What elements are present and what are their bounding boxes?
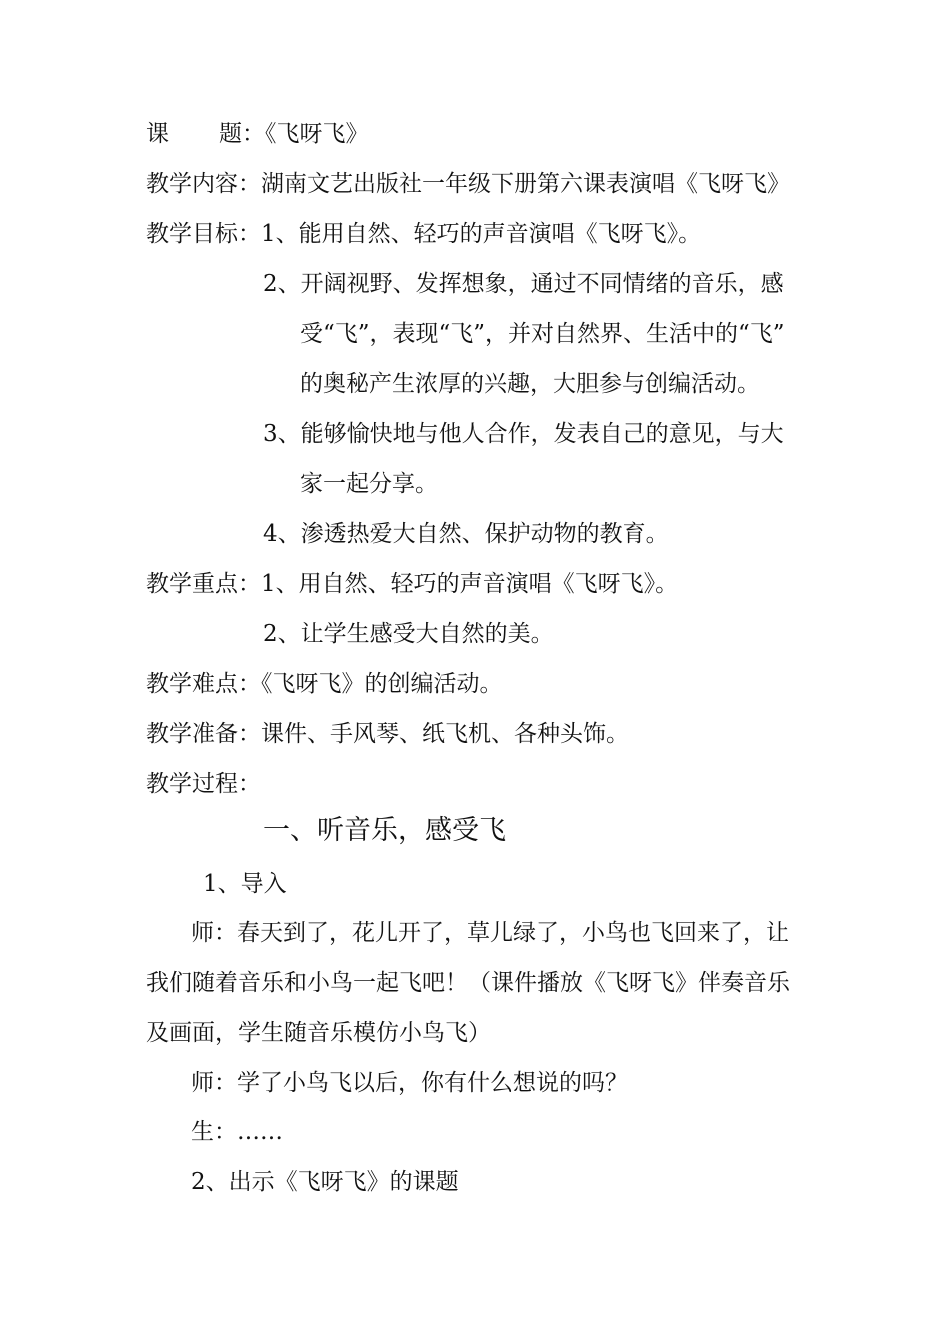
teacher-speech-1-line-3: 及画面，学生随音乐模仿小鸟飞） — [146, 1020, 491, 1046]
teaching-goal-3-line-2: 家一起分享。 — [300, 471, 438, 497]
key-point-1: 教学重点：1、用自然、轻巧的声音演唱《飞呀飞》。 — [146, 571, 679, 597]
teaching-goal-2-line-1: 2、开阔视野、发挥想象，通过不同情绪的音乐，感 — [263, 271, 784, 297]
topic-label-b: 题： — [219, 121, 265, 147]
teaching-goal-2-line-2: 受“飞”，表现“飞”，并对自然界、生活中的“飞” — [300, 321, 785, 347]
teacher-speech-1-line-2: 我们随着音乐和小鸟一起飞吧！（课件播放《飞呀飞》伴奏音乐 — [146, 970, 790, 996]
topic-line — [146, 119, 369, 149]
teacher-speech-1-line-1: 师：春天到了，花儿开了，草儿绿了，小鸟也飞回来了，让 — [191, 920, 789, 946]
step-2-title: 2、出示《飞呀飞》的课题 — [191, 1169, 459, 1195]
topic-label-a: 课 — [146, 121, 169, 147]
teaching-goal-3-line-1: 3、能够愉快地与他人合作，发表自己的意见，与大 — [263, 421, 784, 447]
teaching-goal-1: 教学目标：1、能用自然、轻巧的声音演唱《飞呀飞》。 — [146, 221, 702, 247]
teaching-preparation: 教学准备：课件、手风琴、纸飞机、各种头饰。 — [146, 721, 629, 747]
student-response: 生：…… — [191, 1119, 283, 1145]
teaching-difficulty: 教学难点：《飞呀飞》的创编活动。 — [146, 671, 503, 697]
section-1-heading: 一、听音乐，感受飞 — [263, 815, 506, 846]
teacher-speech-2: 师：学了小鸟飞以后，你有什么想说的吗？ — [191, 1070, 628, 1096]
teaching-process-label: 教学过程： — [146, 771, 261, 797]
step-1-intro: 1、导入 — [203, 871, 287, 897]
teaching-content: 教学内容：湖南文艺出版社一年级下册第六课表演唱《飞呀飞》 — [146, 171, 790, 197]
teaching-goal-4: 4、渗透热爱大自然、保护动物的教育。 — [263, 521, 669, 547]
teaching-goal-2-line-3: 的奥秘产生浓厚的兴趣，大胆参与创编活动。 — [300, 371, 760, 397]
topic-value: 《飞呀飞》 — [265, 121, 369, 147]
key-point-2: 2、让学生感受大自然的美。 — [263, 621, 554, 647]
